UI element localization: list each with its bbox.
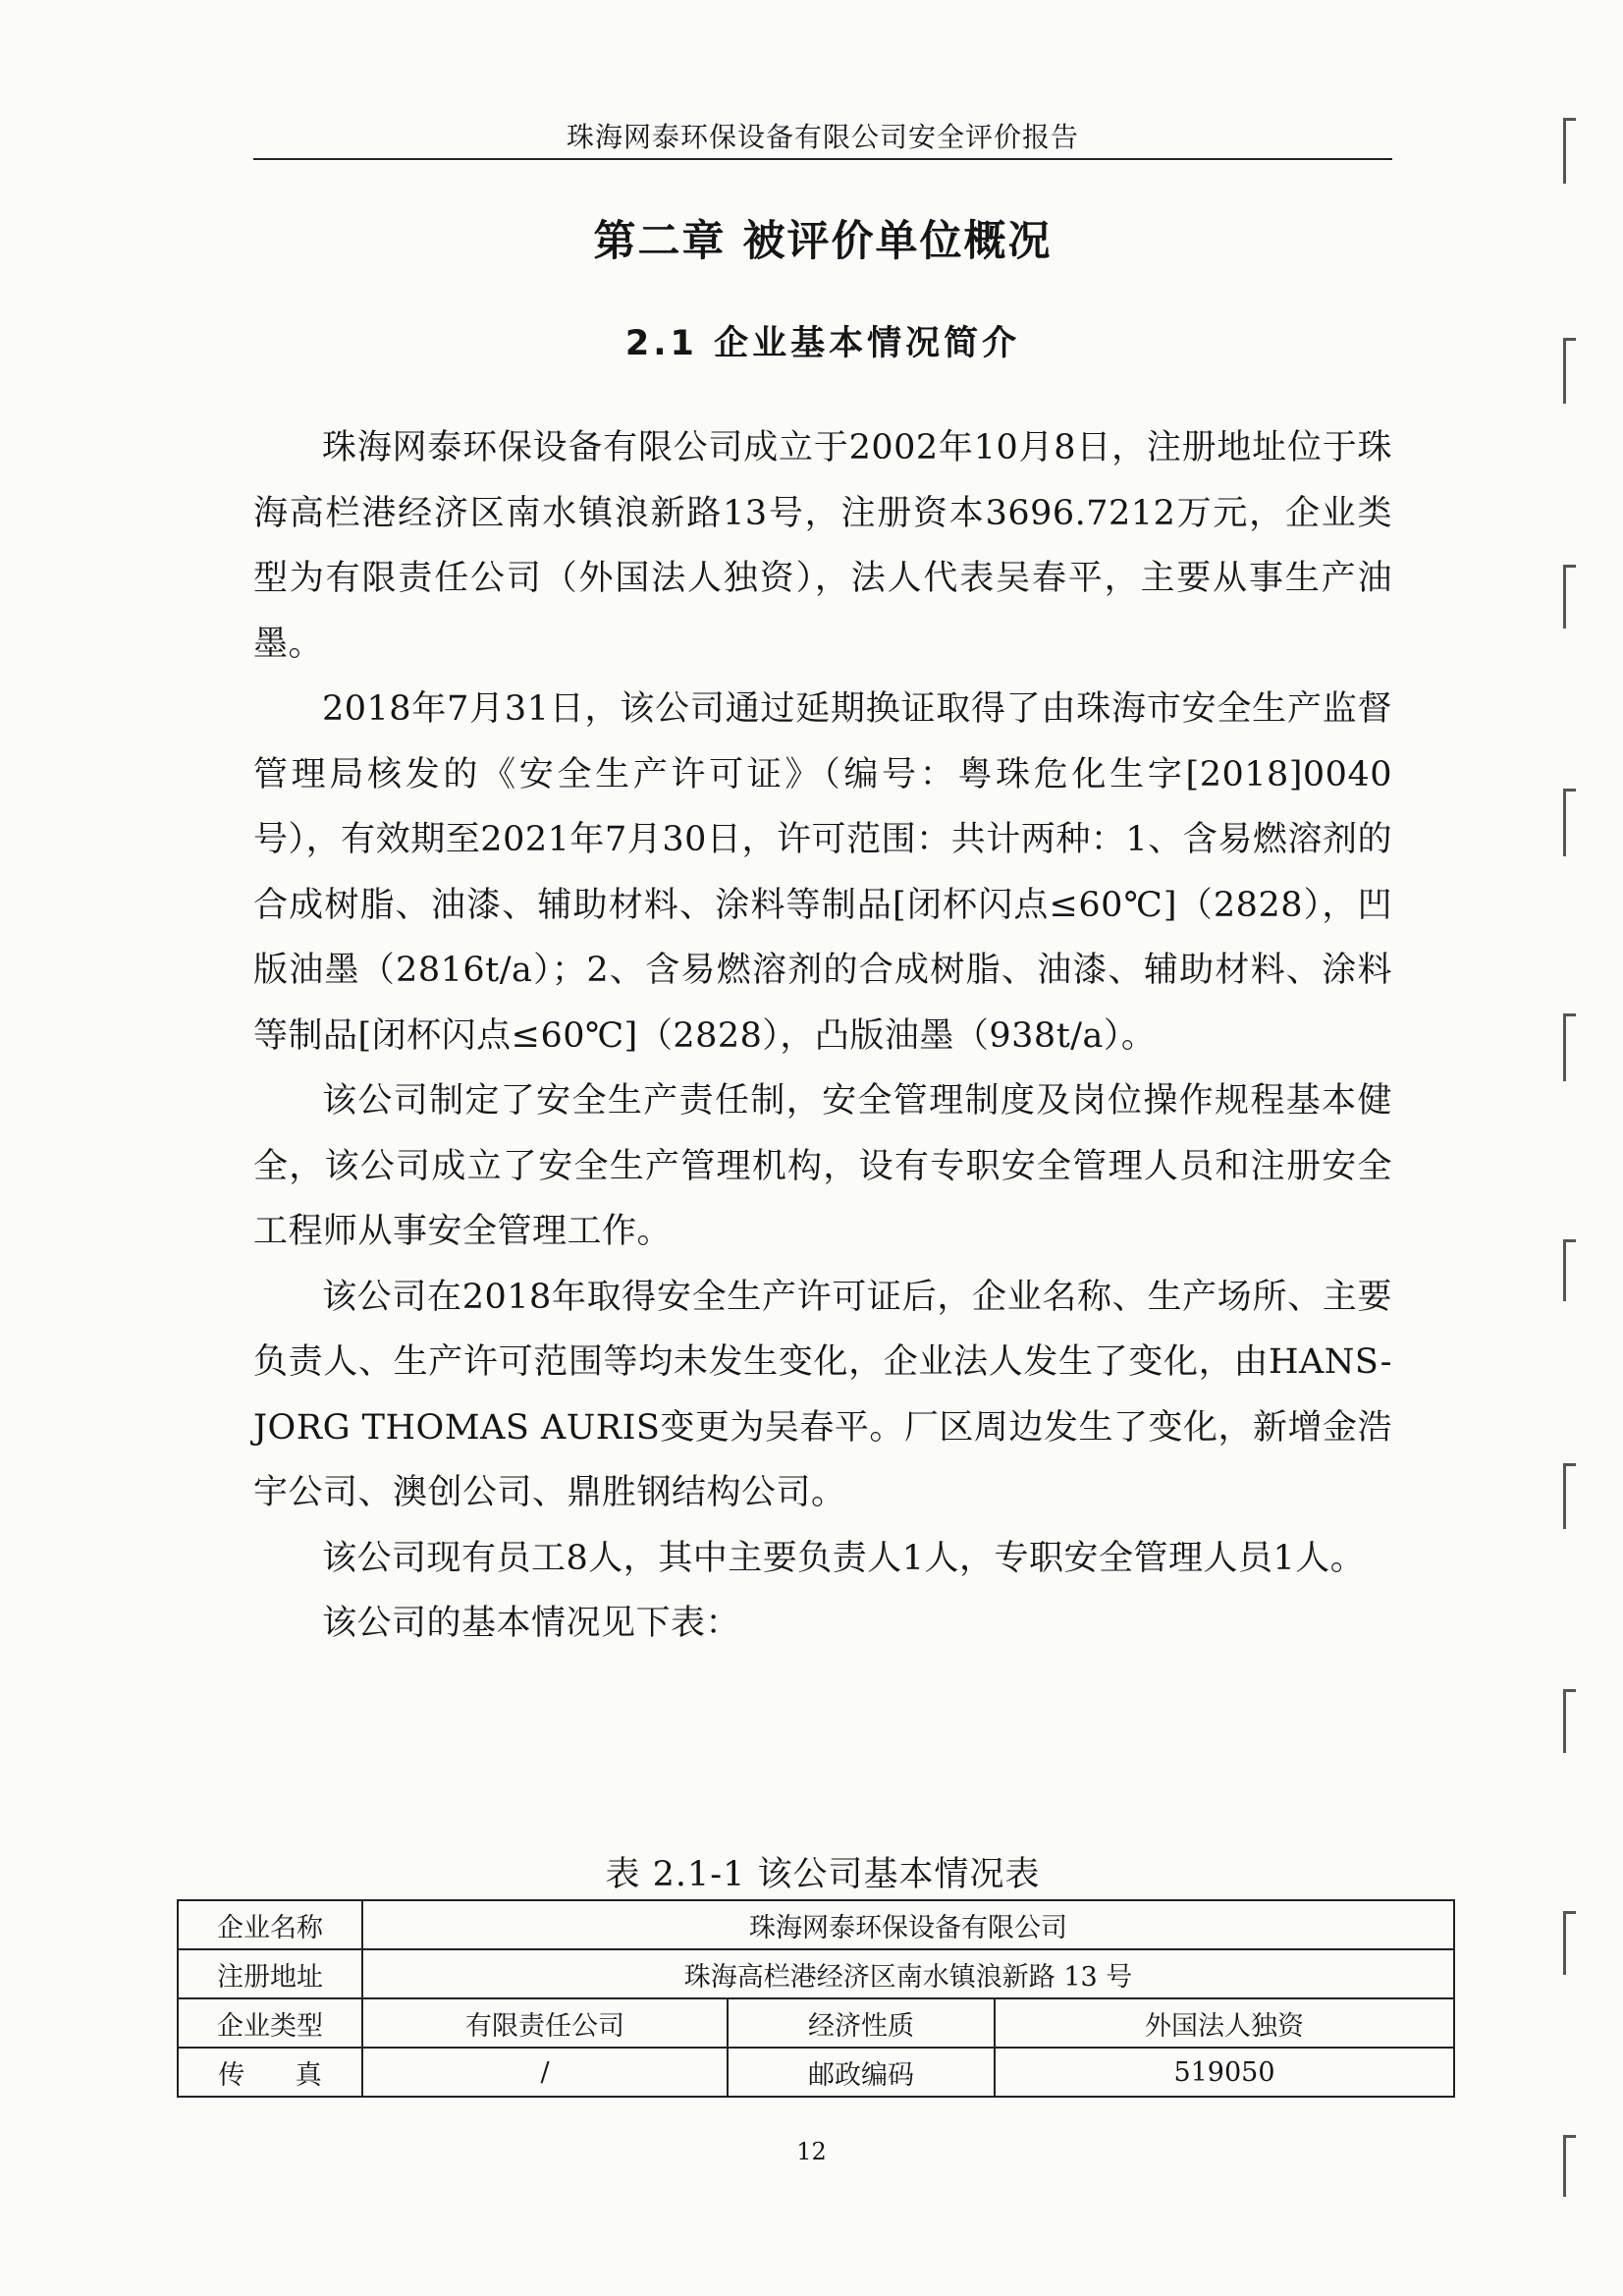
row-label-company-name: 企业名称: [178, 1900, 362, 1949]
company-type-value: 有限责任公司: [362, 1998, 728, 2048]
binding-mark: [1563, 565, 1576, 629]
table-row: [178, 2048, 1454, 2097]
row-label-company-type: 企业类型: [178, 1998, 362, 2048]
table-row: [178, 1998, 1454, 2048]
paragraph-table-intro: 该公司的基本情况见下表：: [322, 1604, 741, 1643]
paragraph-staff: 该公司现有员工8人，其中主要负责人1人，专职安全管理人员1人。: [322, 1538, 1366, 1578]
binding-mark: [1563, 1911, 1576, 1975]
section-title: 2.1 企业基本情况简介: [624, 324, 1021, 363]
body-text: [253, 415, 1392, 1657]
binding-mark: [1563, 118, 1576, 184]
postal-code-value: 519050: [995, 2048, 1454, 2097]
table-row: [178, 1900, 1454, 1949]
binding-mark: [1563, 789, 1576, 856]
row-label-economic-nature: 经济性质: [728, 1998, 995, 2048]
row-label-fax: 传 真: [178, 2048, 362, 2097]
paragraph-changes: 该公司在2018年取得安全生产许可证后，企业名称、生产场所、主要负责人、生产许可范围等均未发生变化，企业法人发生了变化，由HANS-JORG THOMAS AURIS变更为吴春平。厂区周边发生了变化，新增金浩宇公司、澳创公司、鼎胜钢结构公司。: [253, 1277, 1392, 1512]
binding-mark: [1563, 1689, 1576, 1753]
address-value: 珠海高栏港经济区南水镇浪新路 13 号: [362, 1949, 1454, 1998]
paragraph-safety-management: 该公司制定了安全生产责任制，安全管理制度及岗位操作规程基本健全，该公司成立了安全生产管理机构，设有专职安全管理人员和注册安全工程师从事安全管理工作。: [253, 1081, 1392, 1251]
table-row: [178, 1949, 1454, 1998]
header-rule: [253, 158, 1392, 160]
binding-mark: [1563, 338, 1576, 404]
economic-nature-value: 外国法人独资: [995, 1998, 1454, 2048]
binding-mark: [1563, 2135, 1576, 2197]
binding-mark: [1563, 1463, 1576, 1529]
row-label-address: 注册地址: [178, 1949, 362, 1998]
company-info-table: [177, 1899, 1455, 2098]
paragraph-safety-license: 2018年7月31日，该公司通过延期换证取得了由珠海市安全生产监督管理局核发的《安全生产许可证》（编号：粤珠危化生字[2018]0040号），有效期至2021年7月30日，许可范围：共计两种：1、含易燃溶剂的合成树脂、油漆、辅助材料、涂料等制品[闭杯闪点≤60℃]（2828），凹版油墨（2816t/a）；2、含易燃溶剂的合成树脂、油漆、辅助材料、涂料等制品[闭杯闪点≤60℃]（2828），凸版油墨（938t/a）。: [253, 689, 1392, 1056]
page-number: 12: [796, 2138, 827, 2165]
paragraph-company-overview: 珠海网泰环保设备有限公司成立于2002年10月8日，注册地址位于珠海高栏港经济区南水镇浪新路13号，注册资本3696.7212万元，企业类型为有限责任公司（外国法人独资），法人代表吴春平，主要从事生产油墨。: [253, 428, 1392, 664]
table-caption: 表 2.1-1 该公司基本情况表: [605, 1855, 1041, 1894]
binding-mark: [1563, 1013, 1576, 1081]
running-header: 珠海网泰环保设备有限公司安全评价报告: [566, 121, 1079, 153]
company-name-value: 珠海网泰环保设备有限公司: [362, 1900, 1454, 1949]
fax-value: /: [362, 2048, 728, 2097]
chapter-title: 第二章 被评价单位概况: [593, 217, 1053, 266]
binding-mark: [1563, 1239, 1576, 1301]
row-label-postal-code: 邮政编码: [728, 2048, 995, 2097]
